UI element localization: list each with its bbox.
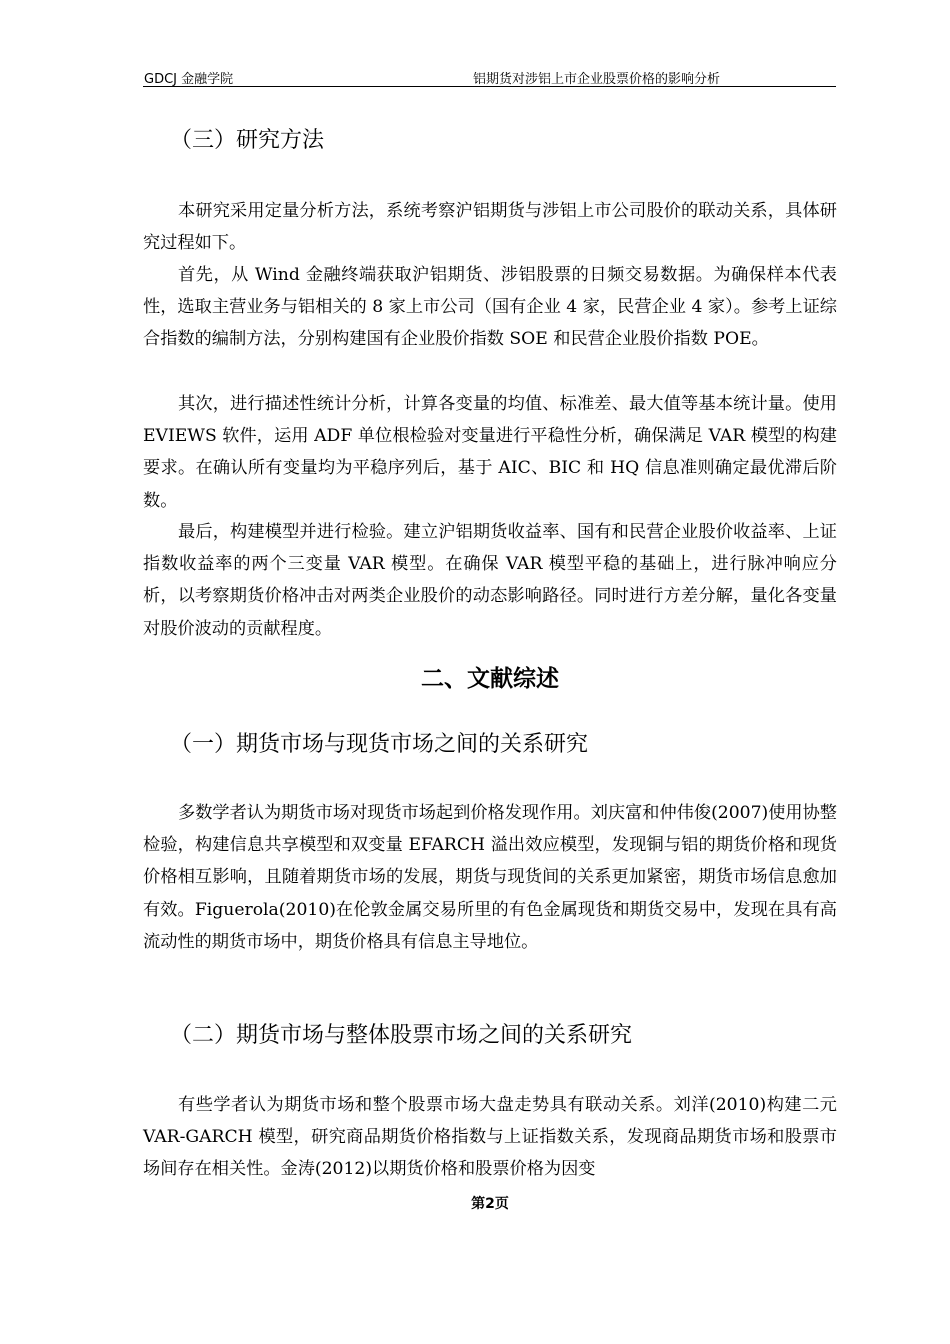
section-heading-futures-spot: （一）期货市场与现货市场之间的关系研究: [170, 732, 589, 757]
paragraph-method-step1: 首先，从 Wind 金融终端获取沪铝期货、涉铝股票的日频交易数据。为确保样本代表性，选取主营业务与铝相关的 8 家上市公司（国有企业 4 家，民营企业 4 家）。参考上证综合指数的编制方法，分别构建国有企业股价指数 SOE 和民营企业股价指数 POE。: [143, 265, 837, 350]
chapter-heading-literature-review: 二、文献综述: [421, 666, 559, 692]
paragraph-method-step3: 最后，构建模型并进行检验。建立沪铝期货收益率、国有和民营企业股价收益率、上证指数收益率的两个三变量 VAR 模型。在确保 VAR 模型平稳的基础上，进行脉冲响应分析，以考察期货价格冲击对两类企业股价的动态影响路径。同时进行方差分解，量化各变量对股价波动的贡献程度。: [143, 522, 837, 639]
header-institution: GDCJ 金融学院: [144, 72, 234, 87]
paragraph-method-intro: 本研究采用定量分析方法，系统考察沪铝期货与涉铝上市公司股价的联动关系，具体研究过程如下。: [143, 201, 837, 254]
section-heading-futures-stock-market: （二）期货市场与整体股票市场之间的关系研究: [170, 1023, 633, 1048]
paragraph-futures-stock-market: 有些学者认为期货市场和整个股票市场大盘走势具有联动关系。刘洋(2010)构建二元 VAR-GARCH 模型，研究商品期货价格指数与上证指数关系，发现商品期货市场和股票市场间存在相关性。金涛(2012)以期货价格和股票价格为因变: [143, 1095, 837, 1180]
page-number: 第2页: [471, 1196, 509, 1212]
section-heading-research-method: （三）研究方法: [170, 128, 325, 153]
header-paper-title: 铝期货对涉铝上市企业股票价格的影响分析: [473, 72, 721, 87]
paragraph-futures-spot: 多数学者认为期货市场对现货市场起到价格发现作用。刘庆富和仲伟俊(2007)使用协整检验，构建信息共享模型和双变量 EFARCH 溢出效应模型，发现铜与铝的期货价格和现货价格相互影响，且随着期货市场的发展，期货与现货间的关系更加紧密，期货市场信息愈加有效。Figuerola(2010)在伦敦金属交易所里的有色金属现货和期货交易中，发现在具有高流动性的期货市场中，期货价格具有信息主导地位。: [143, 803, 837, 952]
page-header: [143, 66, 836, 87]
paragraph-method-step2: 其次，进行描述性统计分析，计算各变量的均值、标准差、最大值等基本统计量。使用 EVIEWS 软件，运用 ADF 单位根检验对变量进行平稳性分析，确保满足 VAR 模型的构建要求。在确认所有变量均为平稳序列后，基于 AIC、BIC 和 HQ 信息准则确定最优滞后阶数。: [143, 394, 837, 511]
